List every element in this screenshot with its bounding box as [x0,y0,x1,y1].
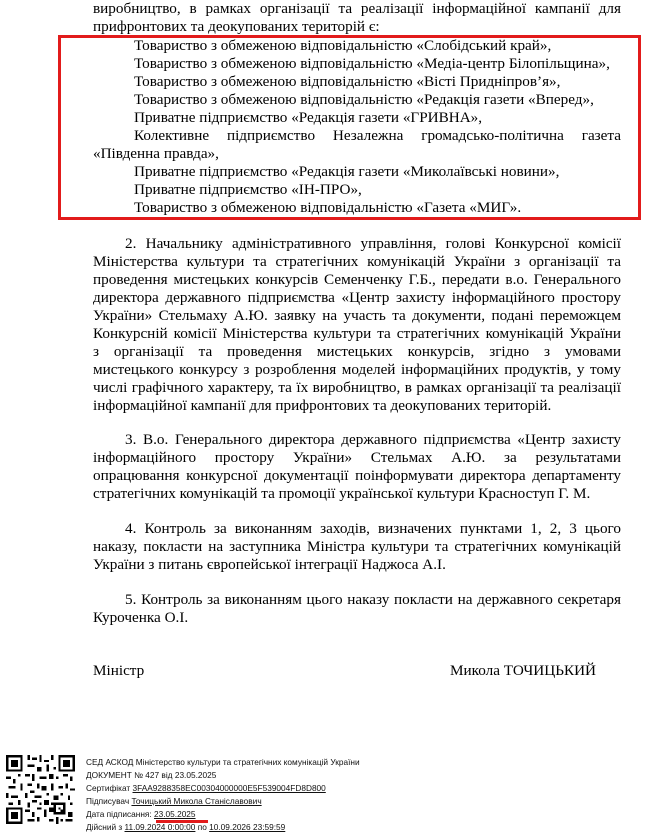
paragraph-3-line: 3. В.о. Генерального директора державного підприємства «Центр захисту [125,431,621,448]
stamp-date-line [86,809,196,819]
paragraph-2-line: директора державного підприємства «Центр захисту інформаційного простору [93,289,621,306]
paragraph-5-line: 5. Контроль за виконанням цього наказу покласти на державного секретаря [125,591,621,608]
stamp-signer-line [86,796,262,806]
stamp-valid-from: 11.09.2024 0:00:00 [124,822,196,832]
organization-item: Товариство з обмеженою відповідальністю «Медіа-центр Білопільщина», [134,55,610,72]
paragraph-2-line: Конкурсній комісії Міністерства культури та стратегічних комунікацій України [93,325,621,342]
organization-item: Колективне підприємство Незалежна громадсько-політична газета [134,127,621,144]
stamp-system-line: СЕД АСКОД Міністерство культури та стратегічних комунікацій України [86,757,360,767]
paragraph-3-line: опрацювання конкурсної документації поінформувати директора департаменту [93,467,621,484]
stamp-validity-line [86,822,285,832]
organization-item: «Південна правда», [93,145,219,162]
paragraph-4-line: України з питань європейської інтеграції Наджоса А.І. [93,556,446,573]
organization-item: Приватне підприємство «Редакція газети «ГРИВНА», [134,109,483,126]
paragraph-2-line: України» Стельмаху А.Ю. заявку на участь та документи, подані переможцем [93,307,621,324]
paragraph-2-line: Міністерства культури та стратегічних комунікацій України з організації та [93,253,621,270]
stamp-signer-value: Точицький Микола Станіславович [131,796,262,806]
stamp-date-label: Дата підписання: [86,809,155,819]
paragraph-3-line: стратегічних комунікацій та промоції української культури Красноступ Г. М. [93,485,591,502]
paragraph-3-line: інформаційного простору України» Стельмах А.Ю. за результатами [93,449,621,466]
signature-name: Микола ТОЧИЦЬКИЙ [450,662,597,679]
body-text-line: прифронтових та деокупованих територій є: [93,18,380,35]
stamp-document-line: ДОКУМЕНТ № 427 від 23.05.2025 [86,770,217,780]
stamp-certificate-line [86,783,326,793]
stamp-certificate-value: 3FAA9288358EC00304000000E5F539004FD8D800 [132,783,326,793]
stamp-date-value: 23.05.2025 [154,809,196,819]
organization-item: Товариство з обмеженою відповідальністю «Слобідський край», [134,37,552,54]
organization-item: Товариство з обмеженою відповідальністю «Вісті Придніпров’я», [134,73,561,90]
paragraph-5-line: Куроченка О.І. [93,609,189,626]
paragraph-4-line: наказу, покласти на заступника Міністра культури та стратегічних комунікацій [93,538,621,555]
paragraph-2-line: проведення мистецьких конкурсів Семенченку Г.Б., передати в.о. Генерального [93,271,621,288]
stamp-valid-mid: по [195,822,210,832]
organization-item: Товариство з обмеженою відповідальністю «Редакція газети «Вперед», [134,91,594,108]
signature-position: Міністр [93,662,145,679]
paragraph-4-line: 4. Контроль за виконанням заходів, визначених пунктами 1, 2, 3 цього [125,520,621,537]
paragraph-2-line: числі графічного характеру, та їх виробництво, в рамках організації та реалізації [93,379,621,396]
paragraph-2-line: мистецького конкурсу з розроблення моделей інформаційних продуктів, у тому [93,361,621,378]
paragraph-2-line: 2. Начальнику адміністративного управління, голові Конкурсної комісії [125,235,621,252]
organization-item: Приватне підприємство «Редакція газети «Миколаївські новини», [134,163,560,180]
paragraph-2-line: з організації та проведення мистецьких конкурсів, згідно з умовами [93,343,621,360]
stamp-certificate-label: Сертифікат [86,783,133,793]
qr-code-icon [6,755,75,824]
organization-item: Приватне підприємство «ІН-ПРО», [134,181,362,198]
stamp-valid-label: Дійсний з [86,822,125,832]
paragraph-2-line: інформаційної кампанії для прифронтових та деокупованих територій. [93,397,552,414]
stamp-valid-to: 10.09.2026 23:59:59 [209,822,286,832]
e-signature-stamp [0,748,665,838]
body-text-line: виробництво, в рамках організації та реалізації інформаційної кампанії для [93,0,621,17]
stamp-signer-label: Підписувач [86,796,132,806]
organization-item: Товариство з обмеженою відповідальністю «Газета «МИГ». [134,199,522,216]
